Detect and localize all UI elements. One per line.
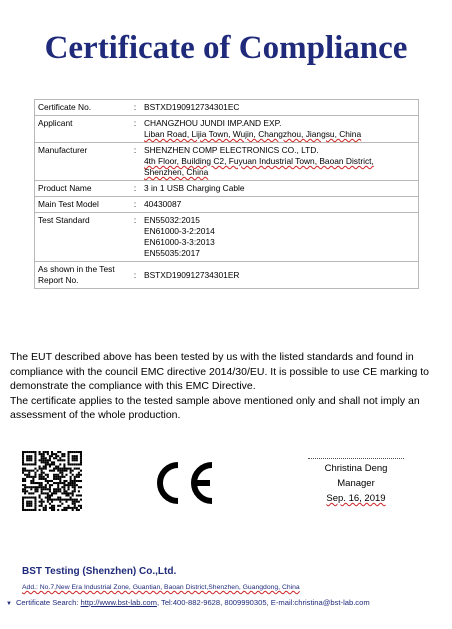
signature-line [308, 458, 404, 459]
certificate-details-table [34, 99, 419, 289]
standard-item: EN61000-3-2:2014 [144, 226, 215, 236]
footer-address: Add.: No.7,New Era Industrial Zone, Guantian, Baoan District,Shenzhen, Guangdong, China [22, 584, 300, 591]
row-test-report-no [35, 262, 419, 289]
row-main-test-model [35, 197, 419, 213]
footer-search-line [6, 598, 370, 607]
value-certificate-no: BSTXD190912734301EC [141, 100, 419, 116]
label-test-standard: Test Standard [35, 213, 130, 262]
qr-code-icon [22, 451, 82, 511]
row-colon: : [129, 197, 141, 213]
statement-paragraph-1: The EUT described above has been tested by us with the listed standards and found in compliance with the council EMC directive 2014/30/EU. It is possible to use CE marking to demonstrate the compliance with this EMC Directive. [10, 351, 430, 392]
website-link[interactable]: http://www.bst-lab.com [80, 598, 157, 607]
footer-company-name: BST Testing (Shenzhen) Co.,Ltd. [22, 566, 177, 577]
signer-name: Christina Deng [324, 463, 388, 474]
certificate-search-label: Certificate Search: [15, 598, 79, 607]
value-manufacturer [141, 143, 419, 181]
row-certificate-no [35, 100, 419, 116]
label-certificate-no: Certificate No. [35, 100, 130, 116]
signature-block [306, 458, 406, 506]
applicant-address: Liban Road, Lijia Town, Wujin, Changzhou, Jiangsu, China [144, 129, 362, 139]
label-manufacturer: Manufacturer [35, 143, 130, 181]
row-manufacturer [35, 143, 419, 181]
row-colon: : [129, 262, 141, 289]
manufacturer-address-line2: Shenzhen, China [144, 167, 209, 177]
row-colon: : [129, 100, 141, 116]
applicant-name: CHANGZHOU JUNDI IMP.AND EXP. [144, 118, 282, 128]
row-colon: : [129, 213, 141, 262]
label-test-report-no: As shown in the Test Report No. [35, 262, 130, 289]
row-colon: : [129, 181, 141, 197]
row-colon: : [129, 116, 141, 143]
value-test-standard [141, 213, 419, 262]
signature-date: Sep. 16, 2019 [326, 493, 386, 504]
standard-item: EN61000-3-3:2013 [144, 237, 215, 247]
standard-item: EN55035:2017 [144, 248, 200, 258]
row-applicant [35, 116, 419, 143]
compliance-statement [10, 350, 440, 423]
label-product-name: Product Name [35, 181, 130, 197]
row-test-standard [35, 213, 419, 262]
certificate-title: Certificate of Compliance [44, 30, 408, 66]
manufacturer-address-line1: 4th Floor, Building C2, Fuyuan Industrial Town, Baoan District, [144, 156, 374, 166]
row-product-name [35, 181, 419, 197]
label-applicant: Applicant [35, 116, 130, 143]
ce-mark-logo [148, 457, 220, 509]
manufacturer-name: SHENZHEN COMP ELECTRONICS CO., LTD. [144, 145, 319, 155]
standard-item: EN55032:2015 [144, 215, 200, 225]
signer-role: Manager [337, 478, 375, 489]
caret-down-icon: ▼ [6, 601, 12, 607]
value-product-name: 3 in 1 USB Charging Cable [141, 181, 419, 197]
value-test-report-no: BSTXD190912734301ER [141, 262, 419, 289]
value-applicant [141, 116, 419, 143]
value-main-test-model: 40430087 [141, 197, 419, 213]
statement-paragraph-2: The certificate applies to the tested sample above mentioned only and shall not imply an assessment of the whole production. [10, 394, 420, 421]
row-colon: : [129, 143, 141, 181]
footer-contact: , Tel:400-882-9628, 8009990305, E-mail:christina@bst-lab.com [156, 598, 370, 607]
label-main-test-model: Main Test Model [35, 197, 130, 213]
